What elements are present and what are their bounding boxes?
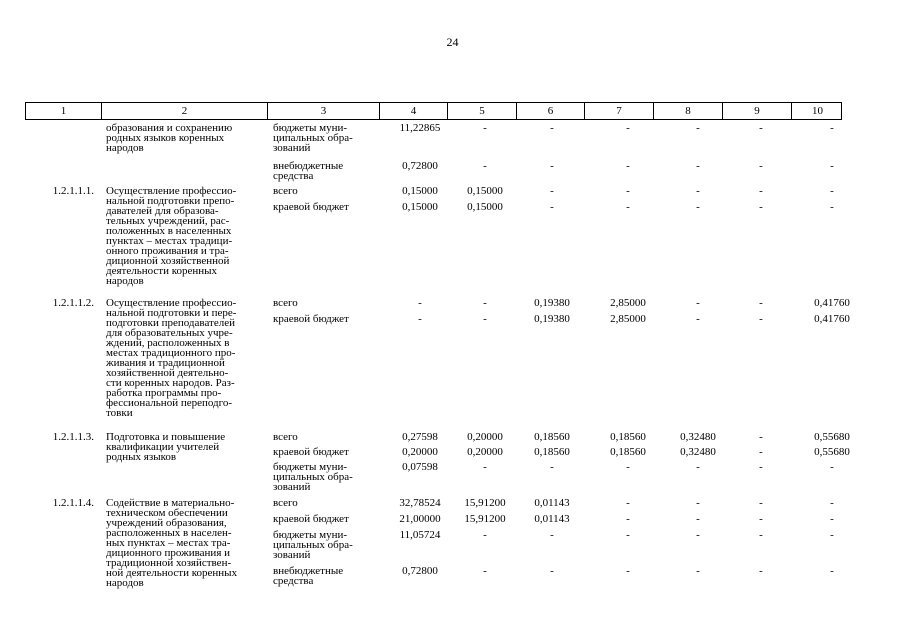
row-value-col-4: 32,78524 [399, 497, 441, 509]
row-value-col-5: 15,91200 [464, 513, 506, 525]
row-value-col-6: 0,19380 [534, 297, 570, 309]
row-value-col-7: - [626, 122, 630, 134]
row-value-col-6: - [550, 461, 554, 473]
row-funding-source: всего [273, 185, 298, 197]
table-header [25, 102, 842, 120]
row-value-col-5: - [483, 529, 487, 541]
row-value-col-5: - [483, 122, 487, 134]
row-value-col-9: - [759, 461, 763, 473]
row-value-col-10: - [830, 565, 834, 577]
row-value-col-10: 0,55680 [814, 431, 850, 443]
row-code: 1.2.1.1.1. [52, 185, 94, 197]
header-col-7: 7 [585, 103, 654, 119]
row-value-col-7: - [626, 513, 630, 525]
row-value-col-8: - [696, 122, 700, 134]
row-value-col-10: 0,41760 [814, 297, 850, 309]
row-value-col-7: - [626, 160, 630, 172]
row-value-col-6: - [550, 565, 554, 577]
row-value-col-4: 0,20000 [402, 446, 438, 458]
row-value-col-9: - [759, 565, 763, 577]
row-value-col-5: 15,91200 [464, 497, 506, 509]
row-funding-source: всего [273, 497, 298, 509]
header-col-10: 10 [812, 105, 823, 117]
row-value-col-8: - [696, 497, 700, 509]
row-value-col-4: 0,27598 [402, 431, 438, 443]
row-value-col-4: 21,00000 [399, 513, 441, 525]
header-col-9: 9 [723, 103, 792, 119]
row-value-col-9: - [759, 313, 763, 325]
row-value-col-9: - [759, 513, 763, 525]
row-value-col-8: - [696, 297, 700, 309]
row-value-col-9: - [759, 185, 763, 197]
row-value-col-7: - [626, 529, 630, 541]
row-funding-source: краевой бюджет [273, 513, 349, 525]
row-value-col-9: - [759, 446, 763, 458]
row-value-col-9: - [759, 160, 763, 172]
row-value-col-9: - [759, 497, 763, 509]
row-description: Осуществление профессио- нальной подготовки препо- давателей для образова- тельных учреждений, рас- положенных в населенных пунктах – местах традици- онного проживания и тра- диционной хозяйственной деятельности коренных народов [106, 185, 237, 287]
row-funding-source: краевой бюджет [273, 446, 349, 458]
row-value-col-4: 11,22865 [399, 122, 441, 134]
row-value-col-6: - [550, 201, 554, 213]
row-value-col-4: 0,15000 [402, 201, 438, 213]
row-value-col-6: 0,01143 [534, 513, 570, 525]
row-value-col-8: - [696, 565, 700, 577]
row-funding-source: внебюджетные средства [273, 565, 344, 587]
row-value-col-7: - [626, 201, 630, 213]
row-value-col-7: 2,85000 [610, 313, 646, 325]
row-value-col-8: - [696, 529, 700, 541]
row-value-col-6: - [550, 122, 554, 134]
row-value-col-6: 0,01143 [534, 497, 570, 509]
page-number: 24 [446, 35, 459, 49]
row-value-col-7: 0,18560 [610, 431, 646, 443]
row-value-col-5: - [483, 313, 487, 325]
row-value-col-6: - [550, 529, 554, 541]
row-value-col-7: - [626, 185, 630, 197]
row-description: образования и сохранению родных языков коренных народов [106, 122, 233, 154]
row-funding-source: бюджеты муни- ципальных обра- зований [273, 461, 353, 493]
row-value-col-7: - [626, 461, 630, 473]
row-description: Осуществление профессио- нальной подготовки и пере- подготовки преподавателей для образовательных учре- ждений, расположенных в местах традиционного про- живания и традиционной хозяйственной деятельно- сти коренных народов. Раз- работка программы про- фессиональной переподго- товки [106, 297, 237, 419]
row-funding-source: всего [273, 297, 298, 309]
row-value-col-8: - [696, 461, 700, 473]
row-value-col-10: - [830, 122, 834, 134]
row-value-col-10: 0,41760 [814, 313, 850, 325]
row-value-col-9: - [759, 529, 763, 541]
row-value-col-5: 0,20000 [467, 446, 503, 458]
row-value-col-8: - [696, 513, 700, 525]
row-value-col-4: 0,07598 [402, 461, 438, 473]
row-value-col-9: - [759, 297, 763, 309]
row-value-col-4: 0,15000 [402, 185, 438, 197]
row-code: 1.2.1.1.4. [52, 497, 94, 509]
row-value-col-9: - [759, 431, 763, 443]
row-value-col-7: 0,18560 [610, 446, 646, 458]
row-code: 1.2.1.1.3. [52, 431, 94, 443]
header-col-2: 2 [102, 103, 268, 119]
row-funding-source: краевой бюджет [273, 313, 349, 325]
row-code: 1.2.1.1.2. [52, 297, 94, 309]
row-funding-source: бюджеты муни- ципальных обра- зований [273, 122, 353, 154]
row-value-col-10: - [830, 201, 834, 213]
header-col-6: 6 [517, 103, 585, 119]
header-col-5: 5 [448, 103, 517, 119]
row-value-col-5: 0,15000 [467, 185, 503, 197]
row-value-col-9: - [759, 122, 763, 134]
row-value-col-10: - [830, 513, 834, 525]
row-value-col-8: - [696, 313, 700, 325]
row-value-col-4: - [418, 313, 422, 325]
header-col-1: 1 [26, 103, 102, 119]
row-description: Подготовка и повышение квалификации учителей родных языков [106, 431, 226, 463]
row-value-col-6: 0,18560 [534, 446, 570, 458]
row-value-col-4: 11,05724 [399, 529, 441, 541]
row-value-col-4: - [418, 297, 422, 309]
row-funding-source: краевой бюджет [273, 201, 349, 213]
row-value-col-6: 0,19380 [534, 313, 570, 325]
row-value-col-8: - [696, 185, 700, 197]
row-funding-source: всего [273, 431, 298, 443]
row-value-col-5: - [483, 160, 487, 172]
row-value-col-10: - [830, 529, 834, 541]
row-value-col-5: 0,15000 [467, 201, 503, 213]
row-value-col-8: 0,32480 [680, 446, 716, 458]
header-col-3: 3 [268, 103, 380, 119]
row-value-col-8: 0,32480 [680, 431, 716, 443]
row-funding-source: внебюджетные средства [273, 160, 344, 182]
row-value-col-10: - [830, 497, 834, 509]
row-value-col-6: - [550, 160, 554, 172]
row-value-col-6: 0,18560 [534, 431, 570, 443]
row-value-col-7: 2,85000 [610, 297, 646, 309]
row-value-col-9: - [759, 201, 763, 213]
row-value-col-6: - [550, 185, 554, 197]
row-value-col-10: - [830, 160, 834, 172]
header-col-4: 4 [380, 103, 448, 119]
row-funding-source: бюджеты муни- ципальных обра- зований [273, 529, 353, 561]
row-value-col-8: - [696, 201, 700, 213]
row-value-col-7: - [626, 497, 630, 509]
row-value-col-5: - [483, 461, 487, 473]
row-value-col-7: - [626, 565, 630, 577]
row-value-col-5: - [483, 297, 487, 309]
row-value-col-5: - [483, 565, 487, 577]
row-value-col-4: 0,72800 [402, 565, 438, 577]
row-value-col-5: 0,20000 [467, 431, 503, 443]
row-value-col-10: - [830, 185, 834, 197]
row-description: Содействие в материально- техническом обеспечении учреждений образования, расположенных в населен- ных пунктах – местах тра- диционного проживания и традиционной хозяйствен- ной деятельности коренных народов [106, 497, 238, 589]
row-value-col-10: - [830, 461, 834, 473]
row-value-col-10: 0,55680 [814, 446, 850, 458]
row-value-col-8: - [696, 160, 700, 172]
header-col-8: 8 [654, 103, 723, 119]
row-value-col-4: 0,72800 [402, 160, 438, 172]
